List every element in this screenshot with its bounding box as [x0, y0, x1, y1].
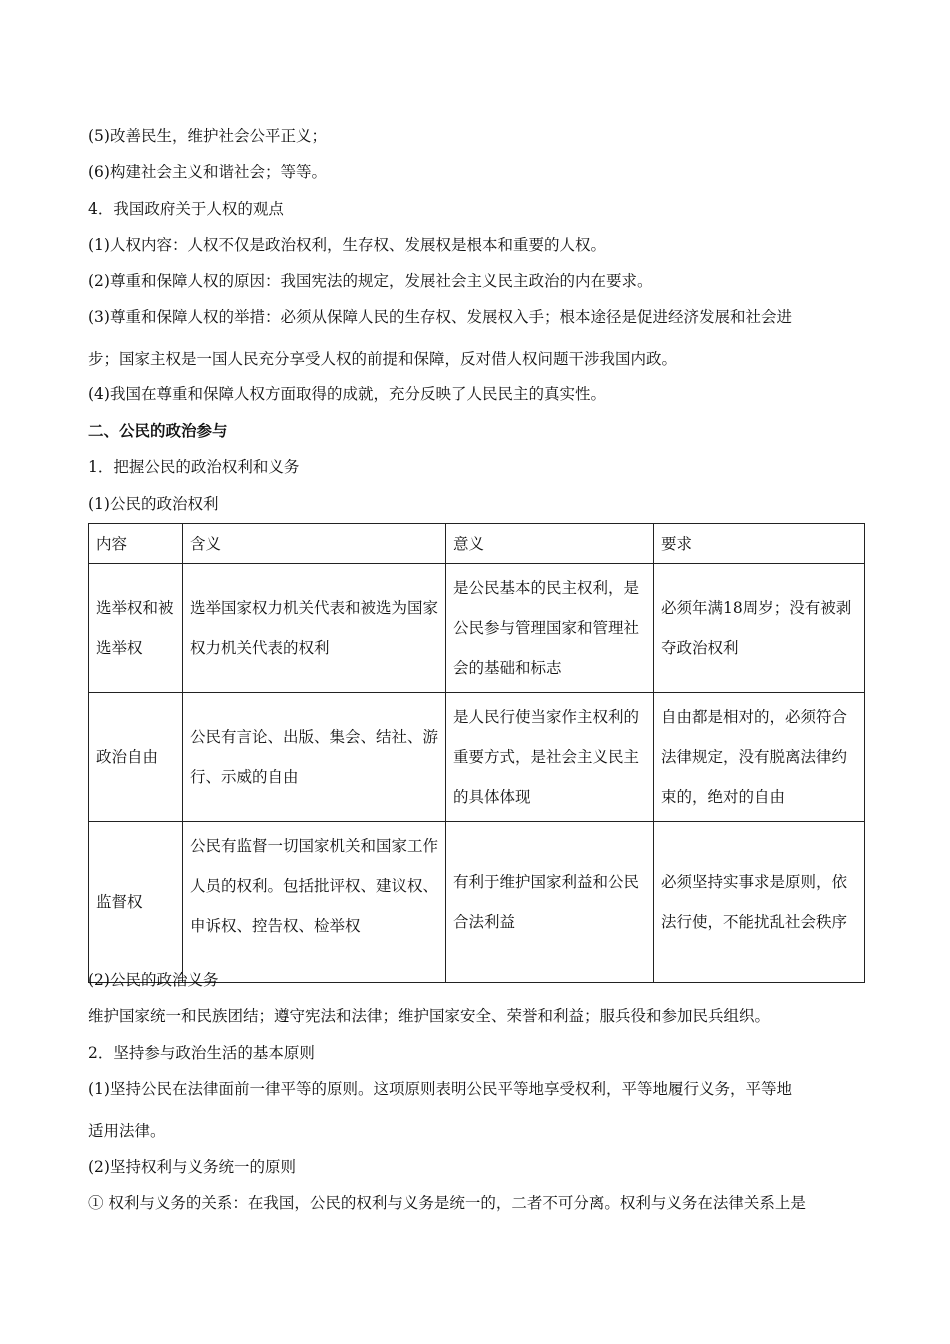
political-rights-table: [88, 523, 865, 983]
table-cell-meaning: 选举国家权力机关代表和被选为国家权力机关代表的权利: [183, 564, 446, 693]
table-cell-content: 监督权: [89, 822, 183, 983]
table-row: [89, 564, 865, 693]
paragraph-line: (3)尊重和保障人权的举措：必须从保障人民的生存权、发展权入手；根本途径是促进经济发展和社会进: [88, 308, 792, 326]
table-cell-meaning: 公民有监督一切国家机关和国家工作人员的权利。包括批评权、建议权、申诉权、控告权、检举权: [183, 822, 446, 983]
table-cell-meaning: 公民有言论、出版、集会、结社、游行、示威的自由: [183, 693, 446, 822]
table-cell-significance: 是人民行使当家作主权利的重要方式，是社会主义民主的具体体现: [446, 693, 654, 822]
subsection-title: (1)公民的政治权利: [88, 495, 219, 513]
paragraph-heading: 4．我国政府关于人权的观点: [88, 200, 284, 218]
table-header-cell: 含义: [183, 524, 446, 564]
table-cell-requirement: 自由都是相对的，必须符合法律规定，没有脱离法律约束的，绝对的自由: [654, 693, 865, 822]
table-header-cell: 意义: [446, 524, 654, 564]
table-cell-requirement: 必须坚持实事求是原则，依法行使，不能扰乱社会秩序: [654, 822, 865, 983]
table-cell-content: 选举权和被选举权: [89, 564, 183, 693]
table-cell-content: 政治自由: [89, 693, 183, 822]
table-cell-significance: 是公民基本的民主权利，是公民参与管理国家和管理社会的基础和标志: [446, 564, 654, 693]
subsection-title: (2)公民的政治义务: [88, 971, 219, 989]
table-cell-significance: 有利于维护国家利益和公民合法利益: [446, 822, 654, 983]
table-header-row: [89, 524, 865, 564]
subsection-title: 1．把握公民的政治权利和义务: [88, 458, 300, 476]
paragraph-line: (2)尊重和保障人权的原因：我国宪法的规定，发展社会主义民主政治的内在要求。: [88, 272, 653, 290]
paragraph-line: 步；国家主权是一国人民充分享受人权的前提和保障，反对借人权问题干涉我国内政。: [88, 350, 678, 368]
paragraph-line: (1)坚持公民在法律面前一律平等的原则。这项原则表明公民平等地享受权利，平等地履行义务，平等地: [88, 1080, 792, 1098]
subsection-title: (2)坚持权利与义务统一的原则: [88, 1158, 296, 1176]
table-header-cell: 要求: [654, 524, 865, 564]
paragraph-line: (5)改善民生，维护社会公平正义；: [88, 127, 327, 145]
paragraph-line: (4)我国在尊重和保障人权方面取得的成就，充分反映了人民民主的真实性。: [88, 385, 606, 403]
paragraph-line: (1)人权内容：人权不仅是政治权利，生存权、发展权是根本和重要的人权。: [88, 236, 606, 254]
table-row: [89, 693, 865, 822]
table-cell-requirement: 必须年满18周岁；没有被剥夺政治权利: [654, 564, 865, 693]
section-title: 二、公民的政治参与: [88, 422, 228, 440]
table-header-cell: 内容: [89, 524, 183, 564]
paragraph-line: (6)构建社会主义和谐社会；等等。: [88, 163, 327, 181]
table-row: [89, 822, 865, 983]
paragraph-heading: 2．坚持参与政治生活的基本原则: [88, 1044, 315, 1062]
paragraph-line: 维护国家统一和民族团结；遵守宪法和法律；维护国家安全、荣誉和利益；服兵役和参加民兵组织。: [88, 1007, 771, 1025]
paragraph-line: 适用法律。: [88, 1122, 166, 1140]
paragraph-line: ① 权利与义务的关系：在我国，公民的权利与义务是统一的，二者不可分离。权利与义务在法律关系上是: [88, 1194, 806, 1212]
